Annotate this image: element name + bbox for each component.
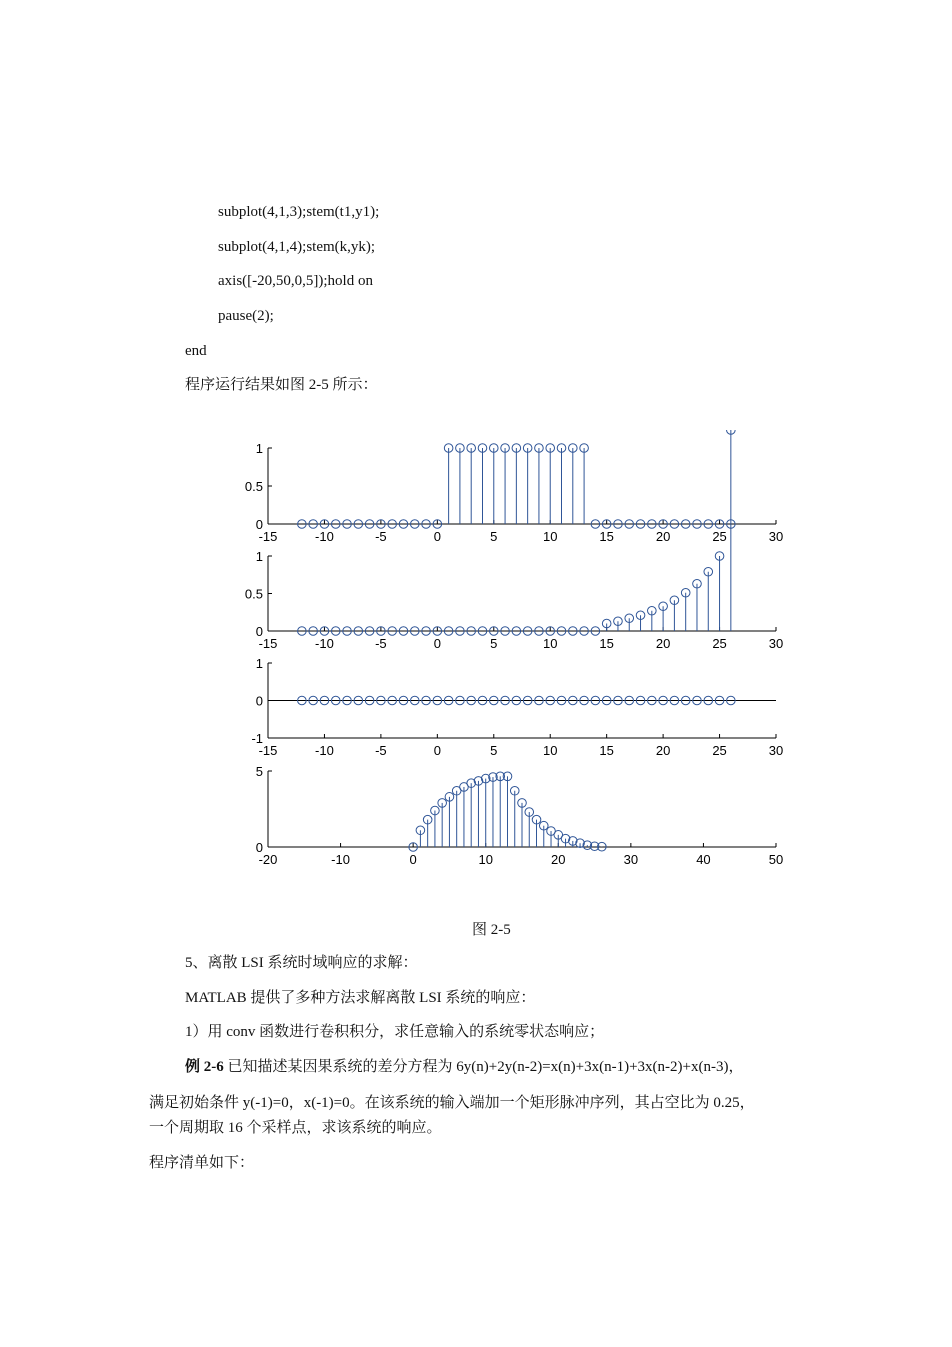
x-tick-label-1-8: 25 <box>712 529 727 544</box>
x-tick-label-4-2: 0 <box>409 852 417 867</box>
x-tick-label-2-4: 5 <box>490 636 498 651</box>
y-tick-label-1-2: 1 <box>255 441 263 456</box>
x-tick-label-4-1: -10 <box>331 852 350 867</box>
matlab-intro: MATLAB 提供了多种方法求解离散 LSI 系统的响应： <box>185 990 536 1006</box>
x-tick-label-3-4: 5 <box>490 743 498 758</box>
x-tick-label-3-6: 15 <box>599 743 614 758</box>
example-text-1: 已知描述某因果系统的差分方程为 6y(n)+2y(n-2)=x(n)+3x(n-1)+3x(n-2)+x(n-3)， <box>223 1059 744 1075</box>
x-tick-label-4-0: -20 <box>258 852 278 867</box>
x-tick-label-1-7: 20 <box>655 529 671 544</box>
intro-text: 程序运行结果如图 2-5 所示： <box>185 377 378 393</box>
x-tick-label-1-4: 5 <box>490 529 498 544</box>
code-end: end <box>185 343 207 359</box>
figure-2-5 <box>230 430 800 880</box>
x-tick-label-3-1: -10 <box>315 743 334 758</box>
y-tick-label-1-0: 0 <box>255 517 263 532</box>
x-tick-label-1-6: 15 <box>599 529 614 544</box>
x-tick-label-3-2: -5 <box>375 743 387 758</box>
y-tick-label-2-2: 1 <box>255 549 263 564</box>
x-tick-label-3-7: 20 <box>655 743 671 758</box>
x-tick-label-2-1: -10 <box>315 636 334 651</box>
code-line-1: subplot(4,1,3);stem(t1,y1); <box>218 204 380 220</box>
x-tick-label-3-5: 10 <box>542 743 558 758</box>
x-tick-label-1-5: 10 <box>542 529 558 544</box>
x-tick-label-2-5: 10 <box>542 636 558 651</box>
x-tick-label-4-5: 30 <box>623 852 639 867</box>
x-tick-label-4-6: 40 <box>696 852 711 867</box>
listing-label: 程序清单如下： <box>149 1155 255 1171</box>
x-tick-label-3-8: 25 <box>712 743 727 758</box>
x-tick-label-2-2: -5 <box>375 636 387 651</box>
code-line-3: axis([-20,50,0,5]);hold on <box>218 273 373 289</box>
x-tick-label-3-3: 0 <box>433 743 441 758</box>
example-line-2: 满足初始条件 y(-1)=0，x(-1)=0。在该系统的输入端加一个矩形脉冲序列，其占空比为 0.25， <box>149 1095 755 1111</box>
x-tick-label-2-9: 30 <box>768 636 784 651</box>
y-tick-label-3-1: 0 <box>255 693 263 709</box>
y-tick-label-4-0: 0 <box>255 840 263 855</box>
example-line-1 <box>185 1057 743 1077</box>
example-label: 例 2-6 <box>185 1059 224 1075</box>
section-heading: 5、离散 LSI 系统时域响应的求解： <box>185 955 418 971</box>
x-tick-label-4-4: 20 <box>551 852 566 867</box>
y-tick-label-2-1: 0.5 <box>244 586 263 602</box>
y-tick-label-1-1: 0.5 <box>244 479 263 494</box>
code-line-2: subplot(4,1,4);stem(k,yk); <box>218 239 376 255</box>
x-tick-label-1-3: 0 <box>433 529 441 544</box>
x-tick-label-2-8: 25 <box>712 636 727 651</box>
method-1: 1）用 conv 函数进行卷积积分，求任意输入的系统零状态响应； <box>185 1024 605 1040</box>
x-tick-label-1-2: -5 <box>375 529 387 544</box>
x-tick-label-2-3: 0 <box>433 636 441 651</box>
figure-caption: 图 2-5 <box>472 922 511 938</box>
x-tick-label-3-0: -15 <box>258 743 278 758</box>
x-tick-label-1-9: 30 <box>768 529 784 544</box>
example-line-3: 一个周期取 16 个采样点，求该系统的响应。 <box>149 1120 442 1136</box>
x-tick-label-2-7: 20 <box>655 636 671 651</box>
x-tick-label-4-7: 50 <box>768 852 784 867</box>
y-tick-label-3-0: -1 <box>251 731 263 746</box>
x-tick-label-4-3: 10 <box>478 852 493 867</box>
y-tick-label-4-1: 5 <box>255 764 263 779</box>
x-tick-label-1-1: -10 <box>315 529 334 544</box>
y-tick-label-3-2: 1 <box>255 656 263 671</box>
y-tick-label-2-0: 0 <box>255 624 263 639</box>
code-line-4: pause(2); <box>218 308 274 324</box>
x-tick-label-3-9: 30 <box>768 743 784 758</box>
x-tick-label-1-0: -15 <box>258 529 278 544</box>
x-tick-label-2-0: -15 <box>258 636 278 651</box>
x-tick-label-2-6: 15 <box>599 636 614 651</box>
